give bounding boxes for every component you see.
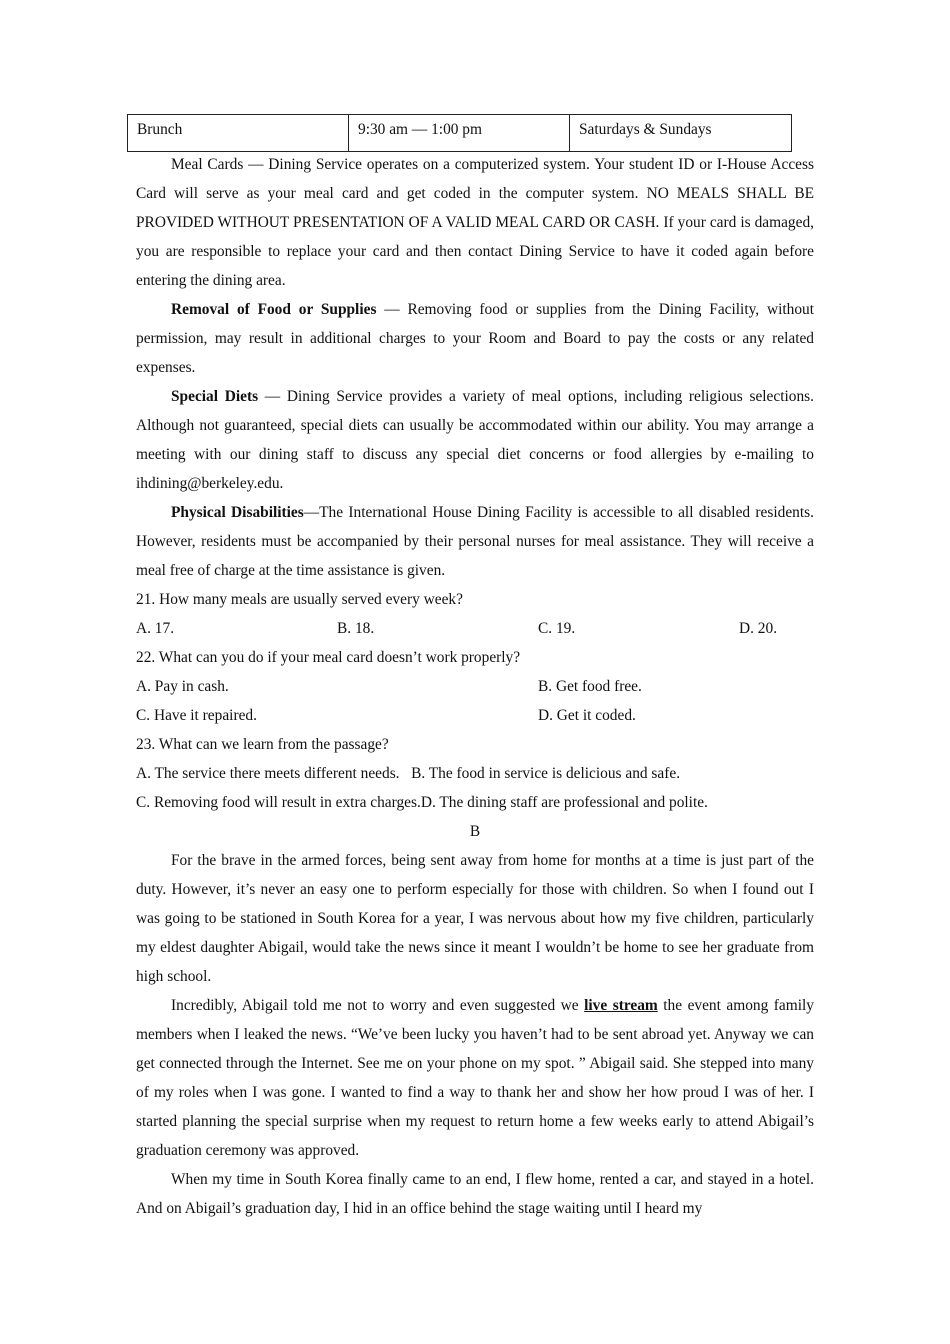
underlined-phrase: live stream [584, 997, 658, 1014]
question-23-options-row-1 [136, 759, 814, 788]
option-b: B. The food in service is delicious and safe. [411, 765, 681, 782]
option-b: B. 18. [337, 620, 375, 637]
question-22-options [136, 672, 814, 730]
removal-text: — Removing food or supplies from the Dining Facility, without permission, may result in additional charges to your Room and Board to pay the costs or any related expenses. [136, 301, 814, 376]
option-d: D. 20. [739, 620, 778, 637]
table-row [128, 115, 792, 152]
question-21-stem: 21. How many meals are usually served every week? [136, 591, 463, 608]
option-a: A. 17. [136, 620, 175, 637]
option-a: A. The service there meets different needs. [136, 765, 400, 782]
option-c: C. Removing food will result in extra charges. [136, 794, 421, 811]
meal-days-cell: Saturdays & Sundays [570, 115, 792, 152]
special-diets-paragraph [136, 382, 814, 498]
disabilities-title: Physical Disabilities [171, 504, 304, 521]
paragraph-2-start: Incredibly, Abigail told me not to worry and even suggested we [171, 997, 585, 1014]
question-21-options [136, 614, 814, 643]
meal-cards-paragraph [136, 150, 814, 295]
removal-paragraph [136, 295, 814, 382]
question-22-stem: 22. What can you do if your meal card doesn’t work properly? [136, 649, 521, 666]
meal-time-cell: 9:30 am — 1:00 pm [349, 115, 570, 152]
meal-cards-text: — Dining Service operates on a computerized system. Your student ID or I-House Access Card will serve as your meal card and get coded in the computer system. NO MEALS SHALL BE PROVIDED WITHOUT PRESENTATION OF A VALID MEAL CARD OR CASH. If your card is damaged, you are responsible to replace your card and then contact Dining Service to have it coded again before entering the dining area. [136, 156, 814, 289]
option-d: D. The dining staff are professional and polite. [420, 794, 708, 811]
meal-schedule-table [127, 114, 792, 152]
option-c: C. Have it repaired. [136, 707, 257, 724]
passage-b-paragraph-2 [136, 991, 814, 1165]
meal-name-cell: Brunch [128, 115, 349, 152]
option-c: C. 19. [538, 620, 576, 637]
disabilities-text: —The International House Dining Facility is accessible to all disabled residents. However, residents must be accompanied by their personal nurses for meal assistance. They will receive a meal free of charge at the time assistance is given. [136, 504, 814, 579]
removal-title: Removal of Food or Supplies [171, 301, 377, 318]
option-a: A. Pay in cash. [136, 678, 229, 695]
section-label: B [469, 823, 481, 840]
option-b: B. Get food free. [538, 678, 642, 695]
passage-b-paragraph-1: For the brave in the armed forces, being sent away from home for months at a time is just part of the duty. However, it’s never an easy one to perform especially for those with children. So when I found out I was going to be stationed in South Korea for a year, I was nervous about how my five children, particularly my eldest daughter Abigail, would take the news since it meant I wouldn’t be home to see her graduate from high school. [136, 852, 814, 985]
special-diets-text: — Dining Service provides a variety of meal options, including religious selections. Although not guaranteed, special diets can usually be accommodated within our ability. You may arrange a meeting with our dining staff to discuss any special diet concerns or food allergies by e-mailing to ihdining@berkeley.edu. [136, 388, 814, 492]
passage-b-paragraph-3: When my time in South Korea finally came to an end, I flew home, rented a car, and stayed in a hotel. And on Abigail’s graduation day, I hid in an office behind the stage waiting until I heard my [136, 1171, 814, 1217]
question-23-options-row-2 [136, 788, 814, 817]
passage-content [136, 150, 814, 1223]
meal-cards-lead: Meal Cards [171, 156, 244, 173]
option-d: D. Get it coded. [538, 707, 636, 724]
special-diets-title: Special Diets [171, 388, 259, 405]
paragraph-2-end: the event among family members when I leaked the news. “We’ve been lucky you haven’t had to be sent abroad yet. Anyway we can get connected through the Internet. See me on your phone on my spot. ” Abigail said. She stepped into many of my roles when I was gone. I wanted to find a way to thank her and show her how proud I was of her. I started planning the special surprise when my request to return home a few weeks early to attend Abigail’s graduation ceremony was approved. [136, 997, 814, 1159]
disabilities-paragraph [136, 498, 814, 585]
question-23-stem: 23. What can we learn from the passage? [136, 736, 389, 753]
